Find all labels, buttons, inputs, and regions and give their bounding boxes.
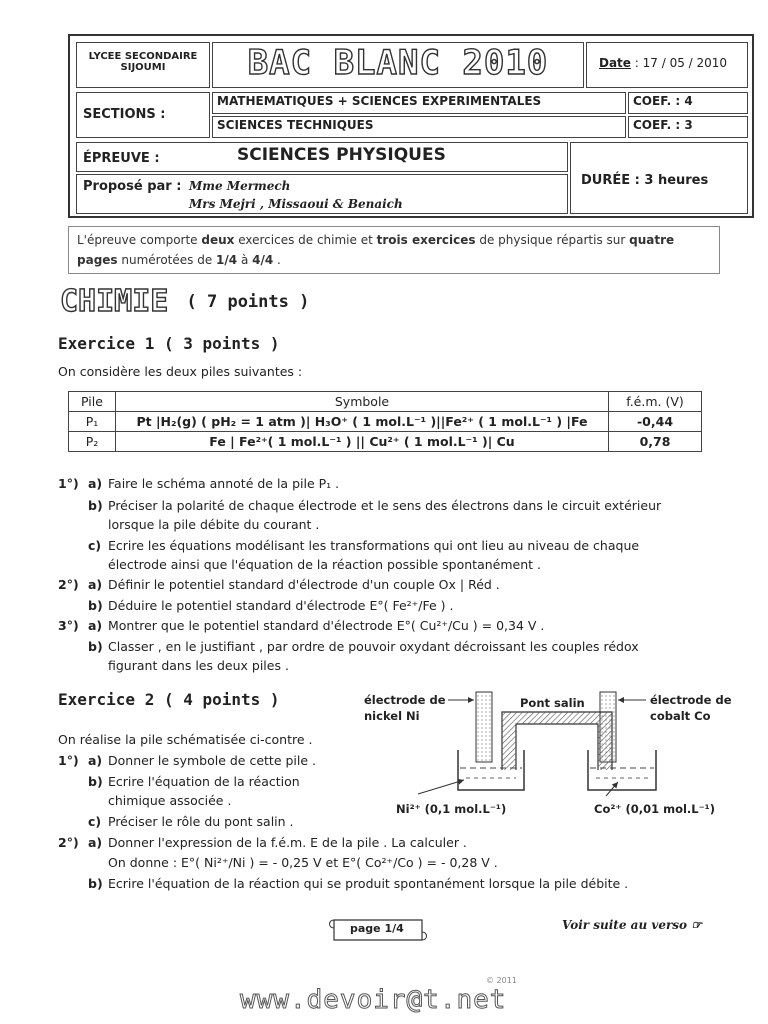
- note-text: exercices de chimie et: [234, 233, 377, 247]
- q-letter: b): [88, 876, 103, 891]
- chimie-title: CHIMIE: [60, 284, 169, 319]
- note-trois: trois exercices: [376, 233, 476, 247]
- left-electrode-label: [364, 692, 446, 724]
- q-text: Classer , en le justifiant , par ordre de pouvoir oxydant décroissant les couples rédox: [108, 639, 639, 654]
- duree-cell: [570, 142, 748, 214]
- note-text: de physique répartis sur: [475, 233, 630, 247]
- pont-label: Pont salin: [520, 696, 585, 710]
- section1: MATHEMATIQUES + SCIENCES EXPERIMENTALES: [217, 94, 542, 108]
- q-letter: a): [88, 577, 103, 592]
- coef1-cell: [628, 92, 748, 114]
- ex1-intro: On considère les deux piles suivantes :: [58, 364, 303, 379]
- q-text: figurant dans les deux piles .: [108, 658, 289, 673]
- sections-cell: [76, 92, 210, 138]
- q-number: 1°): [58, 476, 79, 491]
- table-header: f.é.m. (V): [609, 392, 702, 412]
- note-p1: 1/4: [216, 253, 238, 267]
- school-line2: SIJOUMI: [120, 62, 166, 73]
- right-electrode-label: [650, 692, 732, 724]
- table-header: Pile: [69, 392, 116, 412]
- right-label-line: électrode de: [650, 693, 732, 707]
- propose-label: Proposé par :: [83, 179, 182, 194]
- author1: Mme Mermech: [189, 179, 291, 193]
- q-text: électrode ainsi que l'équation de la réaction possible spontanément .: [108, 557, 541, 572]
- table-cell: Pt |H₂(g) ( pH₂ = 1 atm )| H₃O⁺ ( 1 mol.L⁻¹ )||Fe²⁺ ( 1 mol.L⁻¹ ) |Fe: [116, 412, 609, 432]
- title-cell: [212, 42, 584, 88]
- chimie-points: ( 7 points ): [186, 292, 310, 312]
- table-row: [69, 432, 702, 452]
- q-text: Ecrire les équations modélisant les transformations qui ont lieu au niveau de chaque: [108, 538, 640, 553]
- table-cell: P₁: [69, 412, 116, 432]
- q-text: Préciser la polarité de chaque électrode et le sens des électrons dans le circuit extérieur: [108, 498, 662, 513]
- q-text: Préciser le rôle du pont salin .: [108, 814, 294, 829]
- note-quatre: quatre: [629, 233, 675, 247]
- table-cell: Fe | Fe²⁺( 1 mol.L⁻¹ ) || Cu²⁺ ( 1 mol.L⁻¹ )| Cu: [116, 432, 609, 452]
- table-cell: -0,44: [609, 412, 702, 432]
- epreuve-label: ÉPREUVE :: [83, 151, 160, 166]
- piles-table: [68, 391, 702, 452]
- q-letter: b): [88, 639, 103, 654]
- q-letter: a): [88, 476, 103, 491]
- author2: Mrs Mejri , Missaoui & Benaich: [189, 197, 403, 211]
- nickel-electrode: [476, 692, 492, 762]
- note-text: à: [237, 253, 253, 267]
- header-block: [68, 34, 754, 218]
- salt-bridge: [502, 712, 612, 770]
- ex1-title: Exercice 1 ( 3 points ): [58, 334, 280, 353]
- table-header: Symbole: [116, 392, 609, 412]
- section2: SCIENCES TECHNIQUES: [217, 118, 374, 132]
- q-letter: c): [88, 814, 102, 829]
- left-solution-label: Ni²⁺ (0,1 mol.L⁻¹): [396, 802, 507, 816]
- note-text: .: [273, 253, 281, 267]
- q-text: Définir le potentiel standard d'électrode d'un couple Ox | Réd .: [108, 577, 500, 592]
- q-letter: c): [88, 538, 102, 553]
- q-number: 3°): [58, 618, 79, 633]
- duree: DURÉE : 3 heures: [581, 173, 709, 188]
- epreuve-cell: [76, 142, 568, 172]
- right-label-line: cobalt Co: [650, 709, 711, 723]
- q-text: Donner le symbole de cette pile .: [108, 753, 317, 768]
- q-text: chimique associée .: [108, 793, 232, 808]
- q-number: 2°): [58, 835, 79, 850]
- page-number: page 1/4: [350, 922, 404, 935]
- q-text: On donne : E°( Ni²⁺/Ni ) = - 0,25 V et E°( Co²⁺/Co ) = - 0,28 V .: [108, 855, 498, 870]
- q-letter: b): [88, 774, 103, 789]
- table-cell: 0,78: [609, 432, 702, 452]
- chimie-heading: [60, 284, 309, 319]
- q-letter: a): [88, 835, 103, 850]
- left-label-line: électrode de: [364, 693, 446, 707]
- section1-cell: [212, 92, 626, 114]
- table-header-row: [69, 392, 702, 412]
- q-letter: b): [88, 498, 103, 513]
- epreuve-value: SCIENCES PHYSIQUES: [237, 145, 446, 165]
- ex2-intro: On réalise la pile schématisée ci-contre .: [58, 732, 313, 747]
- q-text: Déduire le potentiel standard d'électrode E°( Fe²⁺/Fe ) .: [108, 598, 454, 613]
- q-number: 2°): [58, 577, 79, 592]
- coef1: COEF. : 4: [633, 94, 693, 108]
- q-text: Ecrire l'équation de la réaction qui se produit spontanément lorsque la pile débite .: [108, 876, 629, 891]
- copyright: © 2011: [486, 976, 517, 985]
- right-solution-label: Co²⁺ (0,01 mol.L⁻¹): [594, 802, 715, 816]
- table-cell: P₂: [69, 432, 116, 452]
- sections-label: SECTIONS :: [83, 107, 166, 122]
- ex2-title: Exercice 2 ( 4 points ): [58, 690, 280, 709]
- note-pages: pages: [77, 253, 118, 267]
- propose-cell: [76, 174, 568, 214]
- coef2: COEF. : 3: [633, 118, 693, 132]
- q-letter: a): [88, 753, 103, 768]
- q-number: 1°): [58, 753, 79, 768]
- q-letter: b): [88, 598, 103, 613]
- q-text: Faire le schéma annoté de la pile P₁ .: [108, 476, 340, 491]
- q-text: Donner l'expression de la f.é.m. E de la pile . La calculer .: [108, 835, 467, 850]
- section2-cell: [212, 116, 626, 138]
- note-text: L'épreuve comporte: [77, 233, 202, 247]
- page-number-tag: [328, 916, 428, 944]
- q-text: Montrer que le potentiel standard d'électrode E°( Cu²⁺/Cu ) = 0,34 V .: [108, 618, 545, 633]
- school-cell: [76, 42, 210, 88]
- coef2-cell: [628, 116, 748, 138]
- left-label-line: nickel Ni: [364, 709, 420, 723]
- date-cell: [586, 42, 748, 88]
- note-p2: 4/4: [252, 253, 274, 267]
- school-line1: LYCEE SECONDAIRE: [88, 51, 198, 62]
- q-text: lorsque la pile débite du courant .: [108, 517, 320, 532]
- note-text: numérotées de: [117, 253, 217, 267]
- table-row: [69, 412, 702, 432]
- q-text: Ecrire l'équation de la réaction: [108, 774, 300, 789]
- date-label: Date: [599, 56, 631, 70]
- site-watermark: www.devoir@t.net: [240, 985, 507, 1015]
- note-deux: deux: [201, 233, 235, 247]
- exam-title: BAC BLANC 2010: [247, 43, 549, 83]
- date-value: : 17 / 05 / 2010: [634, 56, 728, 70]
- q-letter: a): [88, 618, 103, 633]
- note-box: [68, 226, 720, 274]
- suite-note: Voir suite au verso ☞: [562, 918, 702, 932]
